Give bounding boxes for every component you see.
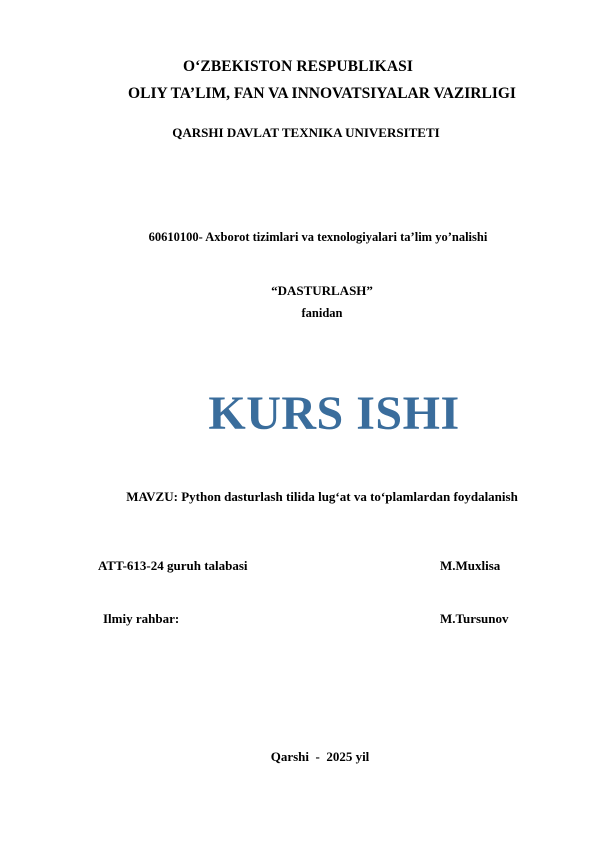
topic-line: MAVZU: Python dasturlash tilida lug‘at va to‘plamlardan foydalanish xyxy=(126,489,518,504)
ministry-heading: OLIY TA’LIM, FAN VA INNOVATSIYALAR VAZIRLIGI xyxy=(128,85,516,102)
subject-name: “DASTURLASH” xyxy=(271,283,373,298)
republic-heading: O‘ZBEKISTON RESPUBLIKASI xyxy=(183,58,413,75)
specialty-line: 60610100- Axborot tizimlari va texnologiyalari ta’lim yo’nalishi xyxy=(148,230,488,244)
university-heading: QARSHI DAVLAT TEXNIKA UNIVERSITETI xyxy=(172,125,440,140)
supervisor-name: M.Tursunov xyxy=(440,611,509,626)
city-year-footer: Qarshi - 2025 yil xyxy=(270,749,370,764)
document-title: KURS ISHI xyxy=(208,387,460,440)
student-label: ATT-613-24 guruh talabasi xyxy=(98,558,248,573)
student-name: M.Muxlisa xyxy=(440,558,501,573)
subject-suffix: fanidan xyxy=(301,306,343,320)
supervisor-label: Ilmiy rahbar: xyxy=(103,611,180,626)
